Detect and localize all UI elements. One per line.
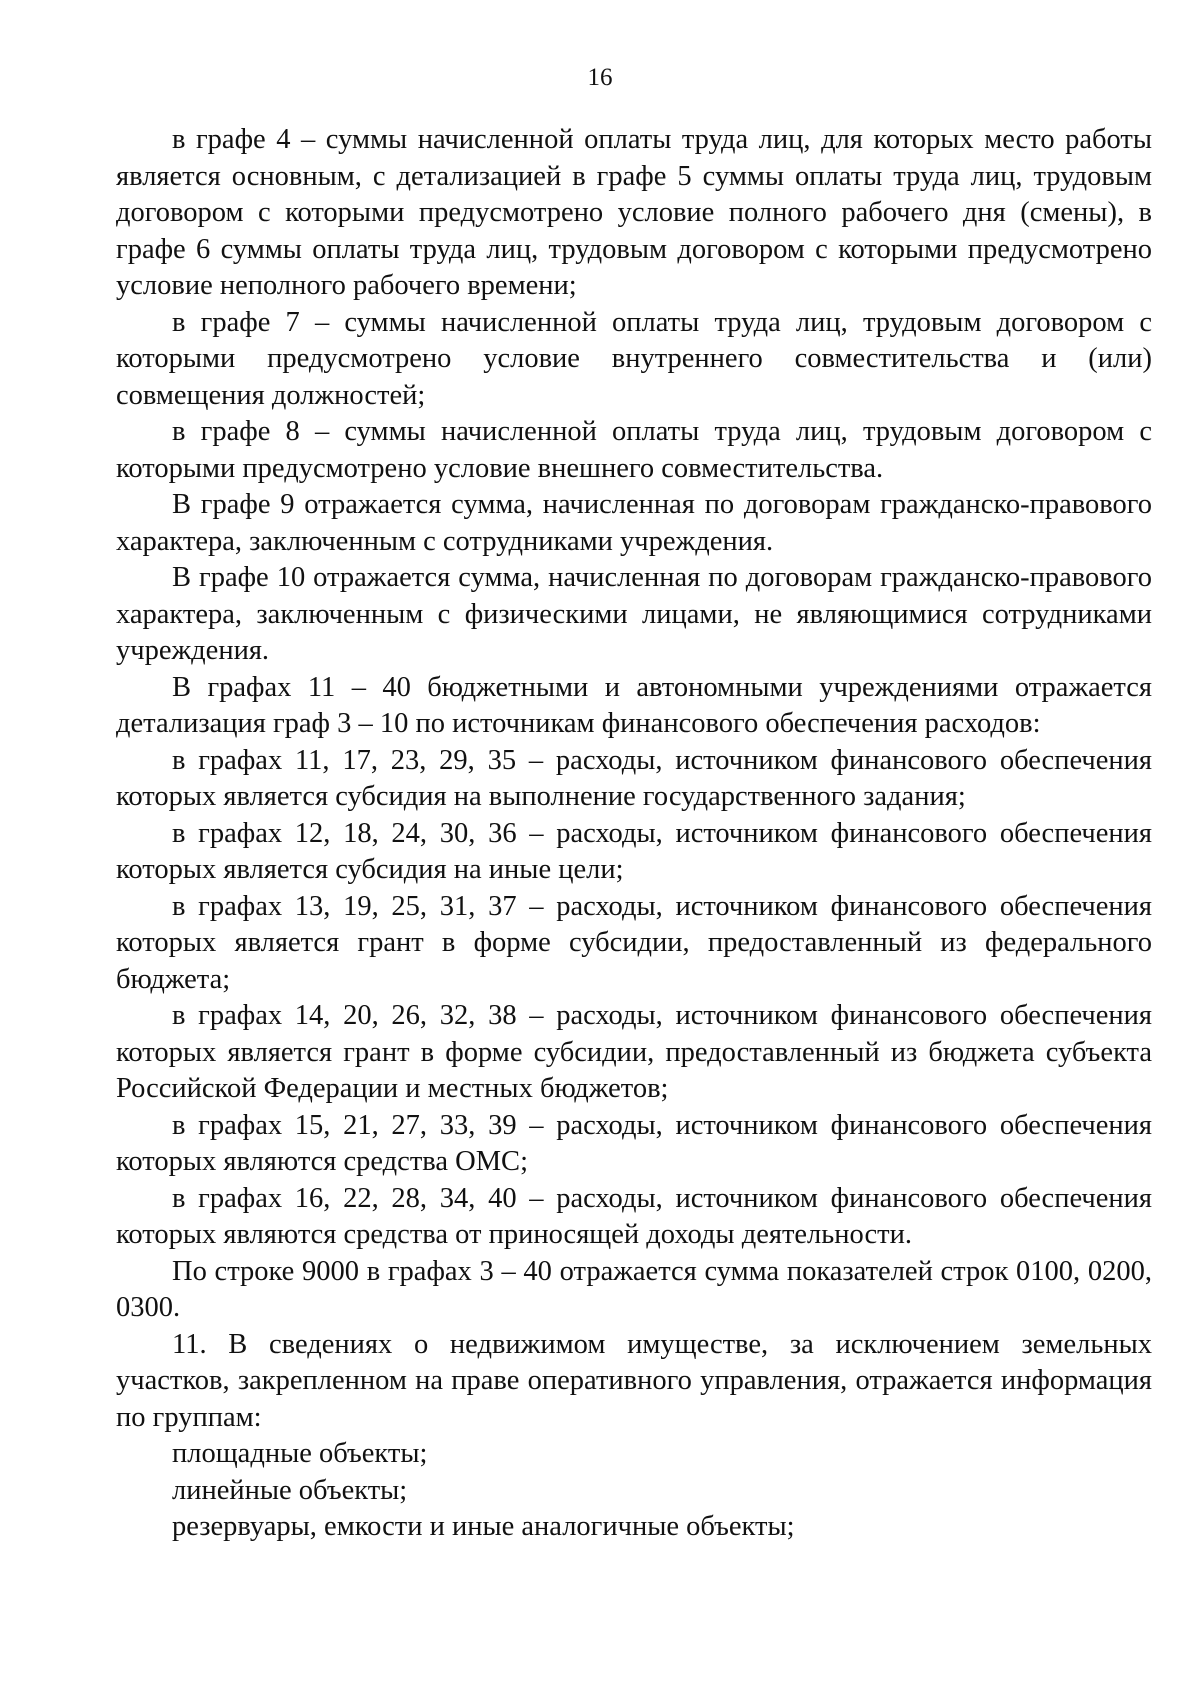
paragraph-grafy-11-40: В графах 11 – 40 бюджетными и автономными учреждениями отражается детализация граф 3 – 10 по источникам финансового обеспечения расходов:: [116, 671, 1152, 739]
list-item: площадные объекты;: [172, 1438, 428, 1469]
page-number: 16: [587, 64, 613, 91]
paragraph-grafy-12-36: в графах 12, 18, 24, 30, 36 – расходы, источником финансового обеспечения которых является субсидия на иные цели;: [116, 817, 1152, 885]
paragraph-grafy-11-35: в графах 11, 17, 23, 29, 35 – расходы, источником финансового обеспечения которых является субсидия на выполнение государственного задания;: [116, 744, 1152, 812]
paragraph-grafa-9: В графе 9 отражается сумма, начисленная по договорам гражданско-правового характера, заключенным с сотрудниками учреждения.: [116, 489, 1152, 557]
paragraph-grafa-10: В графе 10 отражается сумма, начисленная по договорам гражданско-правового характера, заключенным с физическими лицами, не являющимися сотрудниками учреждения.: [116, 562, 1152, 666]
paragraph-grafa-8: в графе 8 – суммы начисленной оплаты труда лиц, трудовым договором с которыми предусмотрено условие внешнего совместительства.: [116, 416, 1152, 484]
paragraph-grafy-15-39: в графах 15, 21, 27, 33, 39 – расходы, источником финансового обеспечения которых являются средства ОМС;: [116, 1109, 1152, 1177]
document-body: [116, 122, 1152, 1546]
list-item: линейные объекты;: [172, 1474, 408, 1506]
paragraph-stroka-9000: По строке 9000 в графах 3 – 40 отражается сумма показателей строк 0100, 0200, 0300.: [116, 1255, 1152, 1323]
paragraph-grafy-16-40: в графах 16, 22, 28, 34, 40 – расходы, источником финансового обеспечения которых являются средства от приносящей доходы деятельности.: [116, 1182, 1152, 1250]
paragraph-grafa-4: в графе 4 – суммы начисленной оплаты труда лиц, для которых место работы является основным, с детализацией в графе 5 суммы оплаты труда лиц, трудовым договором с которыми предусмотрено условие полного рабочего дня (смены), в графе 6 суммы оплаты труда лиц, трудовым договором с которыми предусмотрено условие неполного рабочего времени;: [116, 124, 1152, 301]
list-item: резервуары, емкости и иные аналогичные объекты;: [172, 1511, 795, 1542]
paragraph-grafy-14-38: в графах 14, 20, 26, 32, 38 – расходы, источником финансового обеспечения которых является грант в форме субсидии, предоставленный из бюджета субъекта Российской Федерации и местных бюджетов;: [116, 1000, 1152, 1104]
paragraph-section-11: 11. В сведениях о недвижимом имуществе, за исключением земельных участков, закрепленном на праве оперативного управления, отражается информация по группам:: [116, 1328, 1152, 1433]
paragraph-grafy-13-37: в графах 13, 19, 25, 31, 37 – расходы, источником финансового обеспечения которых является грант в форме субсидии, предоставленный из федерального бюджета;: [116, 890, 1152, 995]
paragraph-grafa-7: в графе 7 – суммы начисленной оплаты труда лиц, трудовым договором с которыми предусмотрено условие внутреннего совместительства и (или) совмещения должностей;: [116, 306, 1152, 411]
